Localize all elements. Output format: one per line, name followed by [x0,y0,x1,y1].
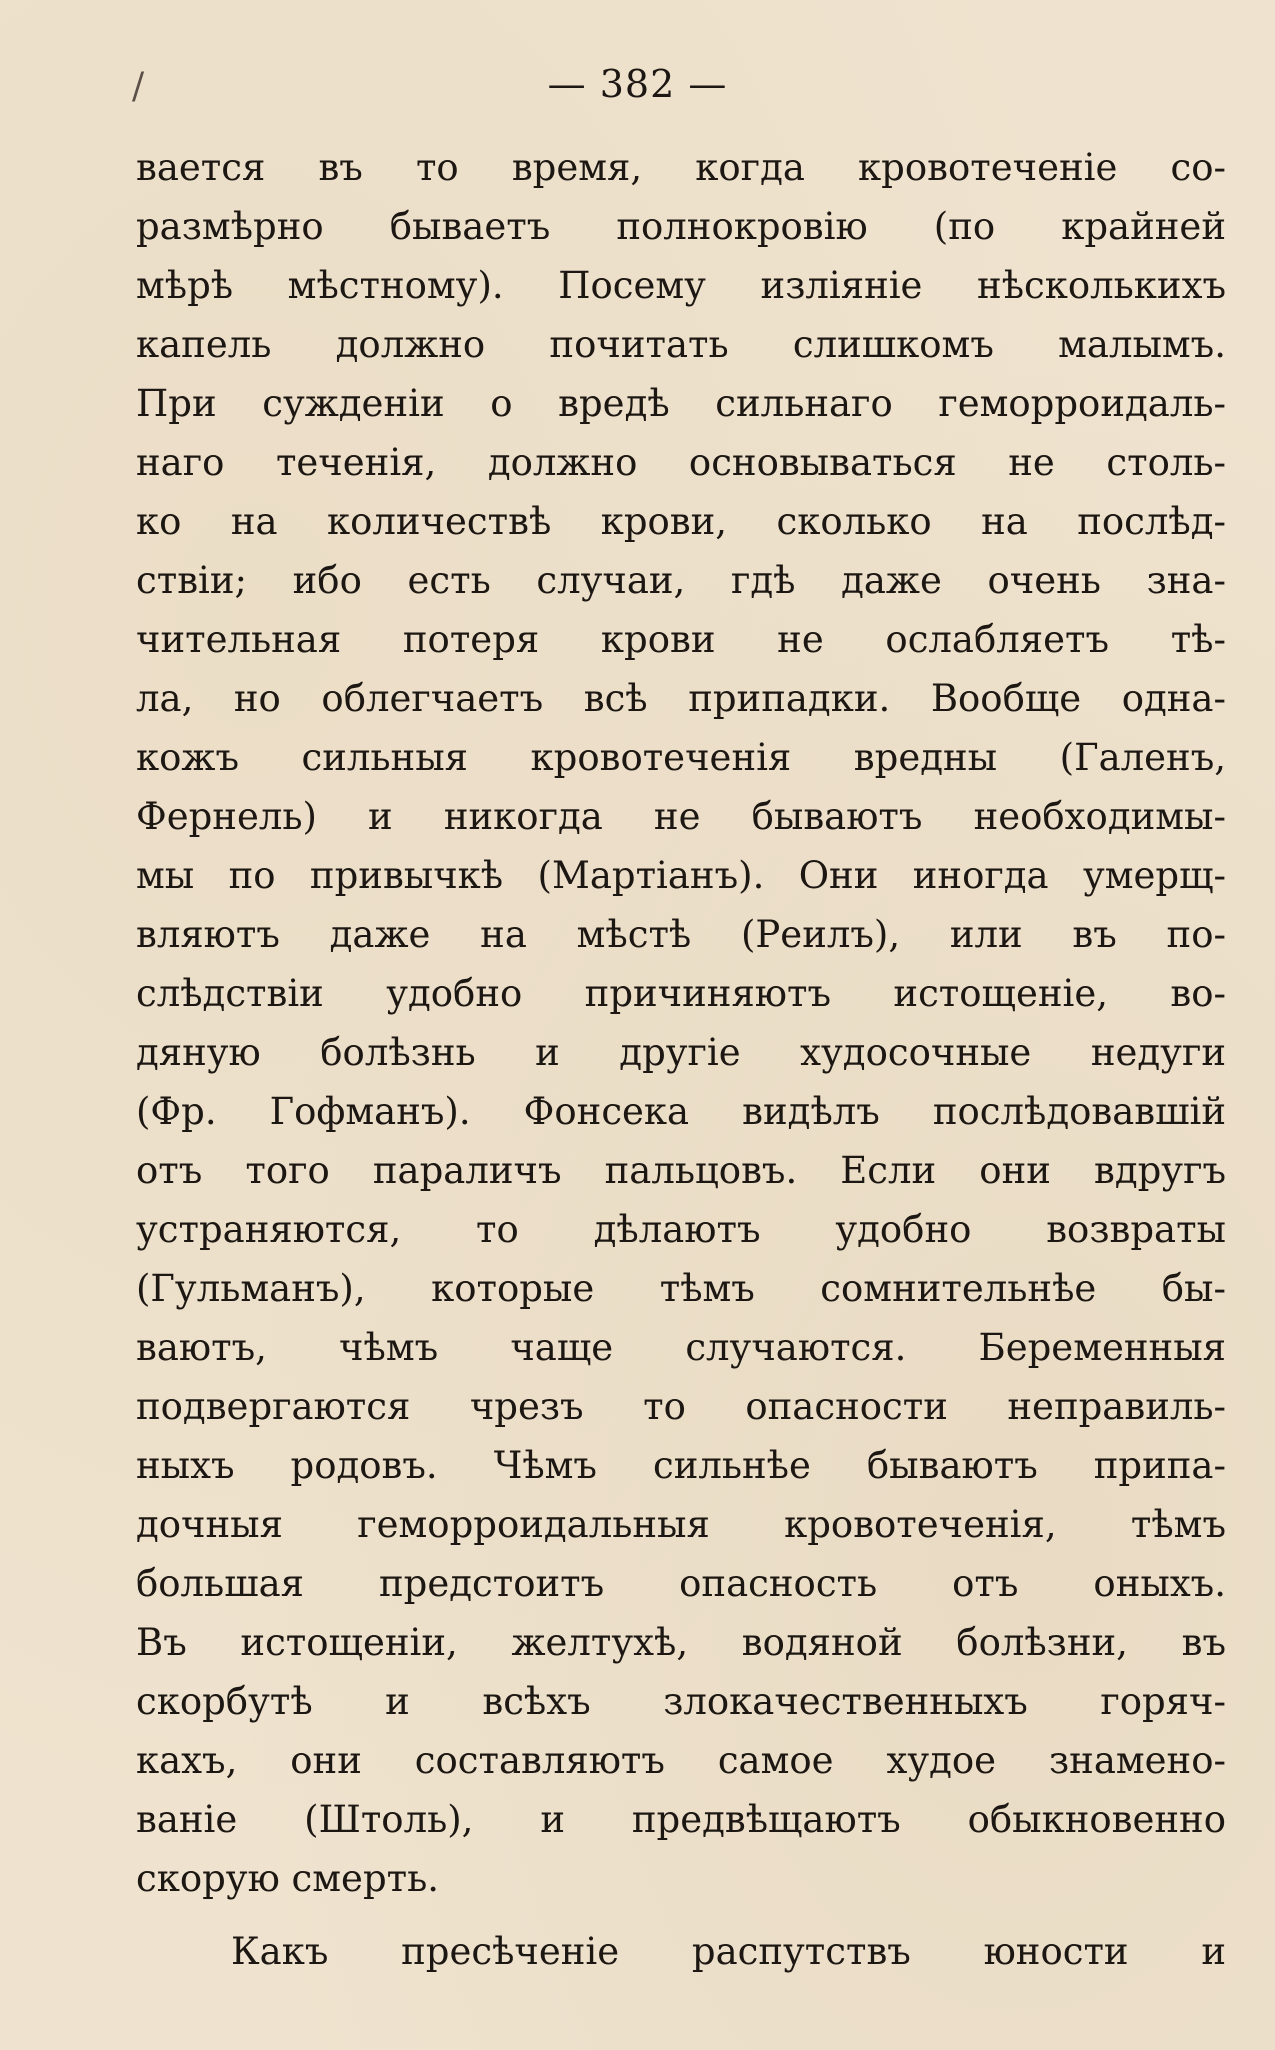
text-line: ко на количествѣ крови, сколько на послѣд- [136,500,1226,543]
text-line: устраняются, то дѣлаютъ удобно возвраты [136,1208,1226,1251]
text-line: (Фр. Гофманъ). Фонсека видѣлъ послѣдовавшій [136,1090,1226,1133]
text-line: капель должно почитать слишкомъ малымъ. [136,323,1226,366]
text-line: кахъ, они составляютъ самое худое знамено- [136,1739,1226,1782]
text-line: мы по привычкѣ (Мартіанъ). Они иногда умерщ- [136,854,1226,897]
text-line: дяную болѣзнь и другіе худосочные недуги [136,1031,1226,1074]
text-line: наго теченія, должно основываться не столь- [136,441,1226,484]
text-line: вляютъ даже на мѣстѣ (Реилъ), или въ по- [136,913,1226,956]
text-line: скорбутѣ и всѣхъ злокачественныхъ горяч- [136,1680,1226,1723]
text-line: чительная потеря крови не ослабляетъ тѣ- [136,618,1226,661]
text-line: ствіи; ибо есть случаи, гдѣ даже очень зна- [136,559,1226,602]
text-line: скорую смерть. [136,1857,440,1900]
page-number: — 382 — [547,62,728,106]
text-block [136,138,1226,1981]
text-line: отъ того параличъ пальцовъ. Если они вдругъ [136,1149,1226,1192]
text-line: слѣдствіи удобно причиняютъ истощеніе, во- [136,972,1226,1015]
text-line: кожъ сильныя кровотеченія вредны (Галенъ, [136,736,1226,779]
text-line-new-paragraph: Какъ пресѣченіе распутствъ юности и [231,1930,1226,1973]
text-line: Фернель) и никогда не бываютъ необходимы- [136,795,1226,838]
text-line: подвергаются чрезъ то опасности неправиль- [136,1385,1226,1428]
text-line: ныхъ родовъ. Чѣмъ сильнѣе бываютъ припа- [136,1444,1226,1487]
text-line: дочныя геморроидальныя кровотеченія, тѣмъ [136,1503,1226,1546]
margin-mark: / [132,66,145,107]
text-line: вается въ то время, когда кровотеченіе со- [136,146,1226,189]
text-line: Въ истощеніи, желтухѣ, водяной болѣзни, въ [136,1621,1226,1664]
text-line: размѣрно бываетъ полнокровію (по крайней [136,205,1226,248]
text-line: ваніе (Штоль), и предвѣщаютъ обыкновенно [136,1798,1226,1841]
text-line: При сужденіи о вредѣ сильнаго геморроидаль- [136,382,1226,425]
text-line: мѣрѣ мѣстному). Посему изліяніе нѣсколькихъ [136,264,1226,307]
text-line: ваютъ, чѣмъ чаще случаются. Беременныя [136,1326,1226,1369]
text-line: большая предстоитъ опасность отъ оныхъ. [136,1562,1226,1605]
text-line: ла, но облегчаетъ всѣ припадки. Вообще одна- [136,677,1226,720]
text-line: (Гульманъ), которые тѣмъ сомнительнѣе бы- [136,1267,1226,1310]
